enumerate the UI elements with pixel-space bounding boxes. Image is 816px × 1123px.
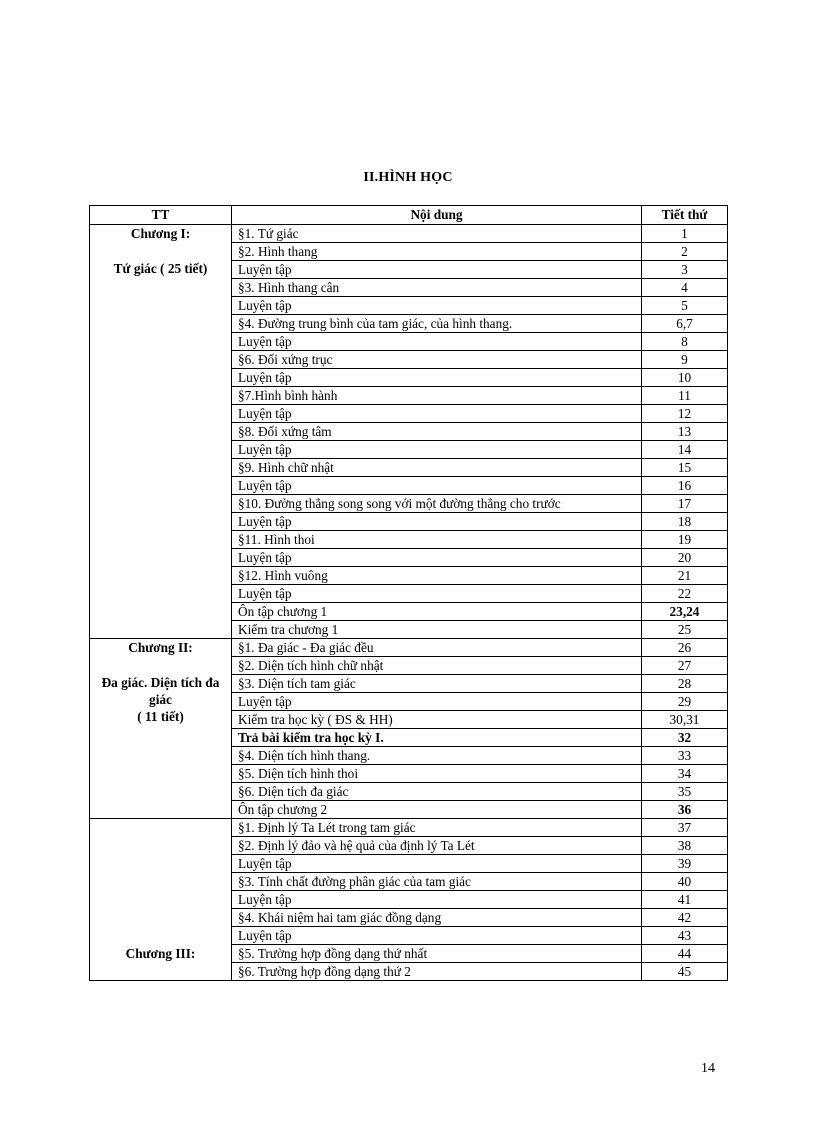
- lesson-content: §4. Đường trung bình của tam giác, của hình thang.: [232, 315, 642, 333]
- lesson-content: §7.Hình bình hành: [232, 387, 642, 405]
- lesson-content: Luyện tập: [232, 333, 642, 351]
- lesson-content: Luyện tập: [232, 585, 642, 603]
- lesson-content: §5. Diện tích hình thoi: [232, 765, 642, 783]
- lesson-period: 15: [642, 459, 728, 477]
- lesson-period: 35: [642, 783, 728, 801]
- lesson-period: 23,24: [642, 603, 728, 621]
- lesson-period: 21: [642, 567, 728, 585]
- lesson-content: §3. Hình thang cân: [232, 279, 642, 297]
- lesson-content: Luyện tập: [232, 369, 642, 387]
- lesson-content: §6. Đối xứng trục: [232, 351, 642, 369]
- lesson-period: 13: [642, 423, 728, 441]
- lesson-content: Luyện tập: [232, 549, 642, 567]
- table-row: [90, 819, 728, 837]
- lesson-period: 6,7: [642, 315, 728, 333]
- lesson-period: 33: [642, 747, 728, 765]
- lesson-content: §3. Diện tích tam giác: [232, 675, 642, 693]
- lesson-content: §2. Hình thang: [232, 243, 642, 261]
- lesson-period: 5: [642, 297, 728, 315]
- lesson-period: 28: [642, 675, 728, 693]
- lesson-content: §1. Định lý Ta Lét trong tam giác: [232, 819, 642, 837]
- lesson-period: 10: [642, 369, 728, 387]
- lesson-period: 14: [642, 441, 728, 459]
- lesson-content: Luyện tập: [232, 513, 642, 531]
- lesson-content: §1. Đa giác - Đa giác đều: [232, 639, 642, 657]
- lesson-content: Kiểm tra học kỳ ( ĐS & HH): [232, 711, 642, 729]
- lesson-period: 8: [642, 333, 728, 351]
- lesson-content: §4. Khái niệm hai tam giác đồng dạng: [232, 909, 642, 927]
- table-body: [90, 225, 728, 981]
- lesson-content: §2. Định lý đảo và hệ quả của định lý Ta Lét: [232, 837, 642, 855]
- header-tt: TT: [90, 206, 232, 225]
- lesson-period: 45: [642, 963, 728, 981]
- curriculum-table: [89, 205, 728, 981]
- chapter-subtitle: Tứ giác ( 25 tiết): [113, 261, 208, 276]
- lesson-content: §4. Diện tích hình thang.: [232, 747, 642, 765]
- lesson-period: 30,31: [642, 711, 728, 729]
- chapter-subtitle: Đa giác. Diện tích đa giác: [101, 675, 220, 707]
- lesson-period: 42: [642, 909, 728, 927]
- lesson-period: 39: [642, 855, 728, 873]
- lesson-content: Luyện tập: [232, 693, 642, 711]
- lesson-content: §11. Hình thoi: [232, 531, 642, 549]
- lesson-content: §10. Đường thẳng song song với một đường thẳng cho trước: [232, 495, 642, 513]
- table-header-row: [90, 206, 728, 225]
- lesson-content: Luyện tập: [232, 405, 642, 423]
- lesson-content: §6. Trường hợp đồng dạng thứ 2: [232, 963, 642, 981]
- lesson-content: Trả bài kiểm tra học kỳ I.: [232, 729, 642, 747]
- lesson-period: 27: [642, 657, 728, 675]
- lesson-period: 29: [642, 693, 728, 711]
- table-row: [90, 225, 728, 243]
- lesson-content: Luyện tập: [232, 297, 642, 315]
- chapter-cell: [90, 225, 232, 639]
- table-row: [90, 639, 728, 657]
- lesson-period: 36: [642, 801, 728, 819]
- lesson-content: Luyện tập: [232, 891, 642, 909]
- lesson-content: Luyện tập: [232, 927, 642, 945]
- lesson-content: §6. Diện tích đa giác: [232, 783, 642, 801]
- lesson-content: Luyện tập: [232, 441, 642, 459]
- lesson-period: 16: [642, 477, 728, 495]
- header-period: Tiết thứ: [642, 206, 728, 225]
- lesson-period: 11: [642, 387, 728, 405]
- chapter-name: Chương III:: [125, 946, 196, 961]
- lesson-content: Luyện tập: [232, 261, 642, 279]
- lesson-period: 44: [642, 945, 728, 963]
- lesson-period: 32: [642, 729, 728, 747]
- lesson-period: 1: [642, 225, 728, 243]
- lesson-period: 43: [642, 927, 728, 945]
- lesson-period: 19: [642, 531, 728, 549]
- section-title: II.HÌNH HỌC: [363, 170, 453, 185]
- chapter-period-count: ( 11 tiết): [137, 709, 184, 724]
- lesson-period: 38: [642, 837, 728, 855]
- lesson-period: 25: [642, 621, 728, 639]
- lesson-content: §9. Hình chữ nhật: [232, 459, 642, 477]
- header-content: Nội dung: [232, 206, 642, 225]
- lesson-content: Ôn tập chương 2: [232, 801, 642, 819]
- lesson-content: §8. Đối xứng tâm: [232, 423, 642, 441]
- page-number: 14: [701, 1061, 715, 1076]
- lesson-content: §12. Hình vuông: [232, 567, 642, 585]
- lesson-content: §3. Tính chất đường phân giác của tam giác: [232, 873, 642, 891]
- lesson-period: 9: [642, 351, 728, 369]
- chapter-cell: [90, 639, 232, 819]
- lesson-period: 12: [642, 405, 728, 423]
- chapter-cell: [90, 819, 232, 981]
- lesson-content: Luyện tập: [232, 477, 642, 495]
- lesson-period: 22: [642, 585, 728, 603]
- chapter-name: Chương II:: [128, 640, 193, 655]
- lesson-period: 37: [642, 819, 728, 837]
- lesson-content: §5. Trường hợp đồng dạng thứ nhất: [232, 945, 642, 963]
- lesson-period: 26: [642, 639, 728, 657]
- lesson-content: §1. Tứ giác: [232, 225, 642, 243]
- lesson-period: 34: [642, 765, 728, 783]
- lesson-content: Kiểm tra chương 1: [232, 621, 642, 639]
- lesson-period: 20: [642, 549, 728, 567]
- lesson-period: 17: [642, 495, 728, 513]
- lesson-period: 40: [642, 873, 728, 891]
- lesson-period: 4: [642, 279, 728, 297]
- lesson-content: Luyện tập: [232, 855, 642, 873]
- chapter-name: Chương I:: [130, 226, 191, 241]
- lesson-period: 18: [642, 513, 728, 531]
- lesson-period: 41: [642, 891, 728, 909]
- lesson-content: Ôn tập chương 1: [232, 603, 642, 621]
- lesson-period: 3: [642, 261, 728, 279]
- lesson-period: 2: [642, 243, 728, 261]
- lesson-content: §2. Diện tích hình chữ nhật: [232, 657, 642, 675]
